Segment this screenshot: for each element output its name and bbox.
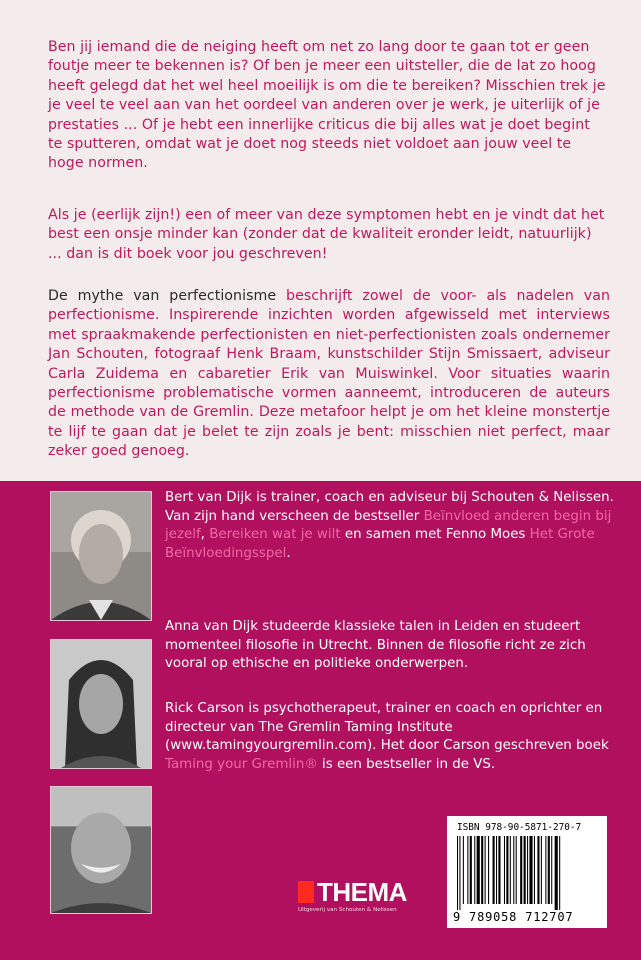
barcode-bars <box>455 836 601 910</box>
publisher-name: THEMA <box>317 877 407 907</box>
logo-square-icon <box>298 881 314 903</box>
bio-rick-text-a: Rick Carson is psychotherapeut, trainer en coach en oprichter en directeur van The Gremlin Taming Institute (www.tamingyourgremlin.com). Het door Carson geschreven boek <box>165 701 609 754</box>
intro-paragraph-1: Ben jij iemand die de neiging heeft om net zo lang door te gaan tot er geen foutje meer te bekennen is? Of ben je meer een uitsteller, die de lat zo hoog heeft gelegd dat het wel heel moeilijk is om die te bereiken? Misschien trek je je veel te veel aan van het oordeel van anderen over je werk, je uiterlijk of je prestaties ... Of je hebt een innerlijke criticus die bij alles wat je doet begint te sputteren, omdat wat je doet nog steeds niet voldoet aan jouw veel te hoge normen. <box>48 39 606 172</box>
bio-rick <box>165 700 620 774</box>
barcode-digits: 9 789058 712707 <box>453 910 574 924</box>
author-photo-anna <box>50 639 152 769</box>
bio-bert-text-c: en samen met Fenno Moes <box>340 527 530 543</box>
intro-paragraph-3 <box>48 287 610 462</box>
book-title: De mythe van perfectionisme <box>48 288 277 304</box>
book-title-grote-beinvloedingsspel: Het Grote Beïnvloedingsspel <box>165 527 595 561</box>
bio-bert-text-a: Bert van Dijk is trainer, coach en adviseur bij Schouten & Nelissen. Van zijn hand verscheen de bestseller <box>165 490 614 524</box>
intro-paragraph-2: Als je (eerlijk zijn!) een of meer van deze symptomen hebt en je vindt dat het best een onsje minder kan (zonder dat de kwaliteit eronder leidt, natuurlijk) ... dan is dit boek voor jou geschreven! <box>48 207 605 262</box>
barcode-box <box>447 816 607 928</box>
bio-bert-text-b: , <box>200 527 210 543</box>
author-photo-rick <box>50 786 152 914</box>
book-title-beinvloed: Beïnvloed anderen begin bij jezelf <box>165 508 612 543</box>
publisher-logo <box>298 879 428 919</box>
bio-anna: Anna van Dijk studeerde klassieke talen in Leiden en studeert momenteel filosofie in Utrecht. Binnen de filosofie richt ze zich vooral op ethische en politieke onderwerpen. <box>165 619 586 672</box>
isbn-label: ISBN 978-90-5871-270-7 <box>457 822 582 833</box>
bio-bert <box>165 489 620 563</box>
book-title-bereiken: Bereiken wat je wilt <box>209 527 341 543</box>
publisher-tagline: Uitgeverij van Schouten & Nelissen <box>298 907 397 913</box>
book-title-taming-your-gremlin: Taming your Gremlin® <box>165 756 318 772</box>
bio-rick-text-b: is een bestseller in de VS. <box>317 756 496 772</box>
bio-bert-text-d: . <box>286 545 291 561</box>
intro-paragraph-3-text: beschrijft zowel de voor- als nadelen van perfectionisme. Inspirerende inzichten worden afgewisseld met interviews met spraakmakende perfectionisten en niet-perfectionisten zoals ondernemer Jan Schouten, fotograaf Henk Braam, kunstschilder Stijn Smissaert, adviseur Carla Zuidema en cabaretier Erik van Muiswinkel. Voor situaties waarin perfectionisme problematische vormen aanneemt, introduceren de auteurs de methode van de Gremlin. Deze metafoor helpt je om het kleine monstertje te lijf te gaan dat je belet te zijn zoals je bent: misschien niet perfect, maar zeker goed genoeg. <box>48 288 610 460</box>
author-photo-bert <box>50 491 152 621</box>
